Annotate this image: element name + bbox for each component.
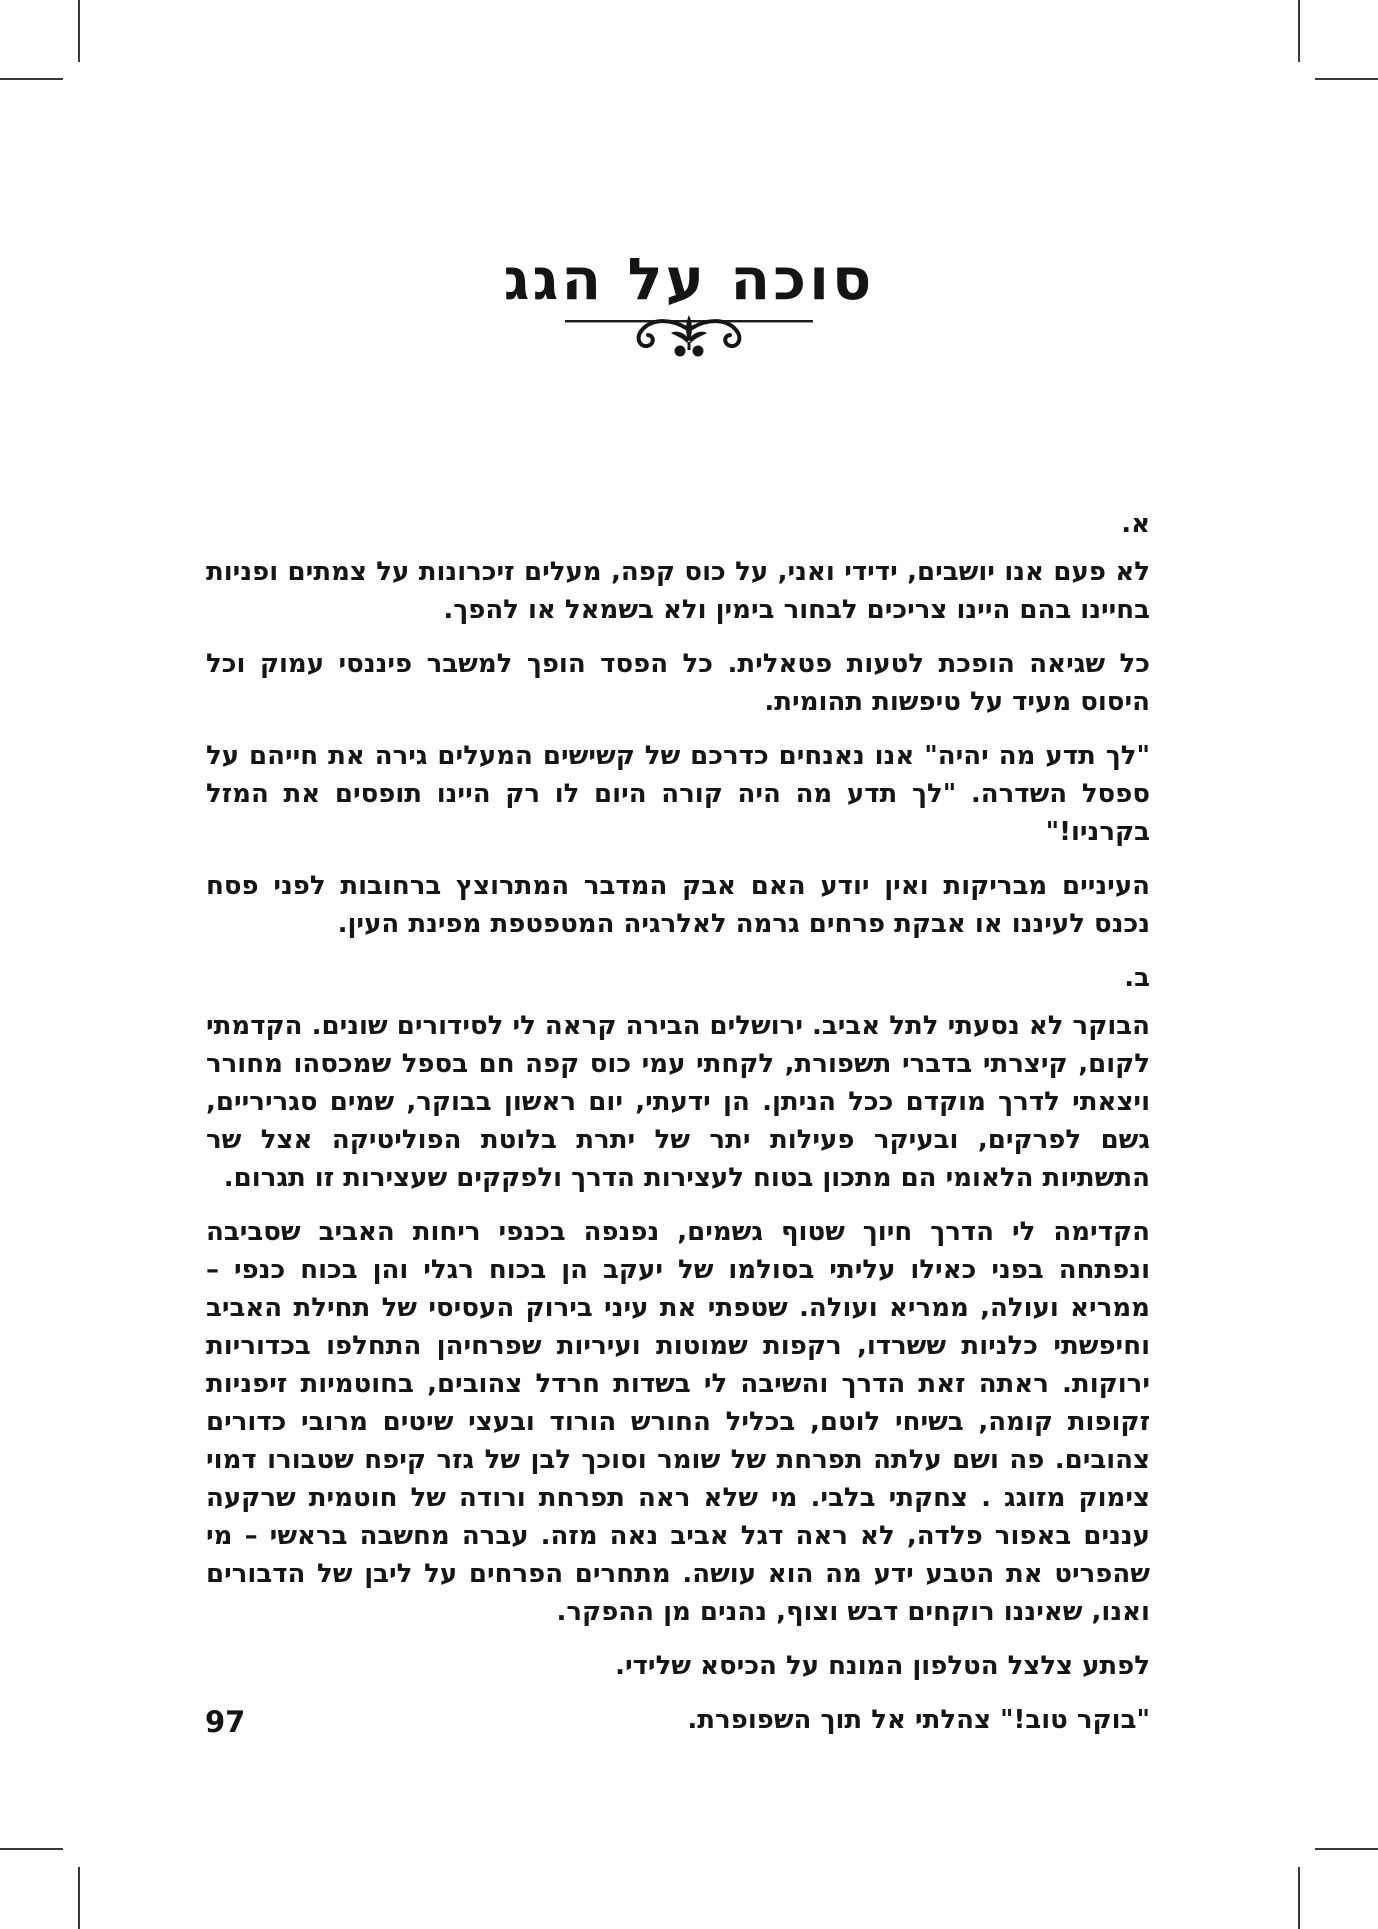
crop-mark-top-left-horizontal — [0, 78, 63, 80]
paragraph-bet-3: לפתע צלצל הטלפון המונח על הכיסא שלידי. — [615, 1651, 1150, 1681]
paragraph-bet-4: "בוקר טוב!" צהלתי אל תוך השפופרת. — [687, 1705, 1150, 1735]
crop-mark-top-right-vertical — [1298, 0, 1300, 62]
section-marker-alef: א. — [1121, 509, 1150, 539]
page-title: סוכה על הגג — [503, 245, 875, 313]
paragraph-alef-1: לא פעם אנו יושבים, ידידי ואני, על כוס קפה, מעלים זיכרונות על צמתים ופניות בחיינו בהם היינו צריכים לבחור בימין ולא בשמאל או להפך. — [206, 557, 1150, 625]
crop-mark-top-right-horizontal — [1315, 78, 1378, 80]
paragraph-alef-4: העיניים מבריקות ואין יודע האם אבק המדבר המתרוצץ ברחובות לפני פסח נכנס לעיננו או אבקת פרחים גרמה לאלרגיה המטפטפת מפינת העין. — [206, 871, 1150, 939]
section-marker-bet: ב. — [1124, 963, 1150, 993]
paragraph-bet-1: הבוקר לא נסעתי לתל אביב. ירושלים הבירה קראה לי לסידורים שונים. הקדמתי לקום, קיצרתי בדברי תשפורת, לקחתי עמי כוס קפה חם בספל שמכסהו מחורר ויצאתי לדרך מוקדם ככל הניתן. הן ידעתי, יום ראשון בבוקר, שמים סגריריים, גשם לפרקים, ובעיקר פעילות יתר של יתרת בלוטת הפוליטיקה אצל שר התשתיות הלאומי הם מתכון בטוח לעצירות הדרך ולפקקים שעצירות זו תגרום. — [206, 1011, 1150, 1193]
page-number: 97 — [205, 1705, 246, 1739]
chapter-header — [0, 245, 1378, 359]
body-text — [206, 505, 1150, 1739]
crop-mark-bottom-left-vertical — [78, 1867, 80, 1929]
flourish-ornament-icon — [626, 315, 752, 359]
crop-mark-top-left-vertical — [78, 0, 80, 62]
crop-mark-bottom-right-vertical — [1298, 1867, 1300, 1929]
crop-mark-bottom-left-horizontal — [0, 1848, 63, 1850]
crop-mark-bottom-right-horizontal — [1315, 1848, 1378, 1850]
paragraph-alef-2: כל שגיאה הופכת לטעות פטאלית. כל הפסד הופך למשבר פיננסי עמוק וכל היסוס מעיד על טיפשות תהומית. — [206, 649, 1150, 717]
paragraph-bet-2: הקדימה לי הדרך חיוך שטוף גשמים, נפנפה בכנפי ריחות האביב שסביבה ונפתחה בפני כאילו עליתי בסולמו של יעקב הן בכוח רגלי והן בכוח כנפי – ממריא ועולה, ממריא ועולה. שטפתי את עיני בירוק העסיסי של תחילת האביב וחיפשתי כלניות ששרדו, רקפות שמוטות ועיריות שפרחיהן התחלפו בכדוריות ירוקות. ראתה זאת הדרך והשיבה לי בשדות חרדל צהובים, בחוטמיות זיפניות זקופות קומה, בשיחי לוטם, בכליל החורש הורוד ובעצי שיטים מרובי כדורים צהובים. פה ושם עלתה תפרחת של שומר וסוכך לבן של גזר קיפח שטבורו דמוי צימוק מזוגג . צחקתי בלבי. מי שלא ראה תפרחת ורודה של חוטמית שרקעה עננים באפור פלדה, לא ראה דגל אביב נאה מזה. עברה מחשבה בראשי – מי שהפריט את הטבע ידע מה הוא עושה. מתחרים הפרחים על ליבן של הדבורים ואנו, שאיננו רוקחים דבש וצוף, נהנים מן ההפקר. — [206, 1217, 1150, 1627]
paragraph-alef-3: "לך תדע מה יהיה" אנו נאנחים כדרכם של קשישים המעלים גירה את חייהם על ספסל השדרה. "לך תדע מה היה קורה היום לו רק היינו תופסים את המזל בקרניו!" — [206, 741, 1150, 847]
